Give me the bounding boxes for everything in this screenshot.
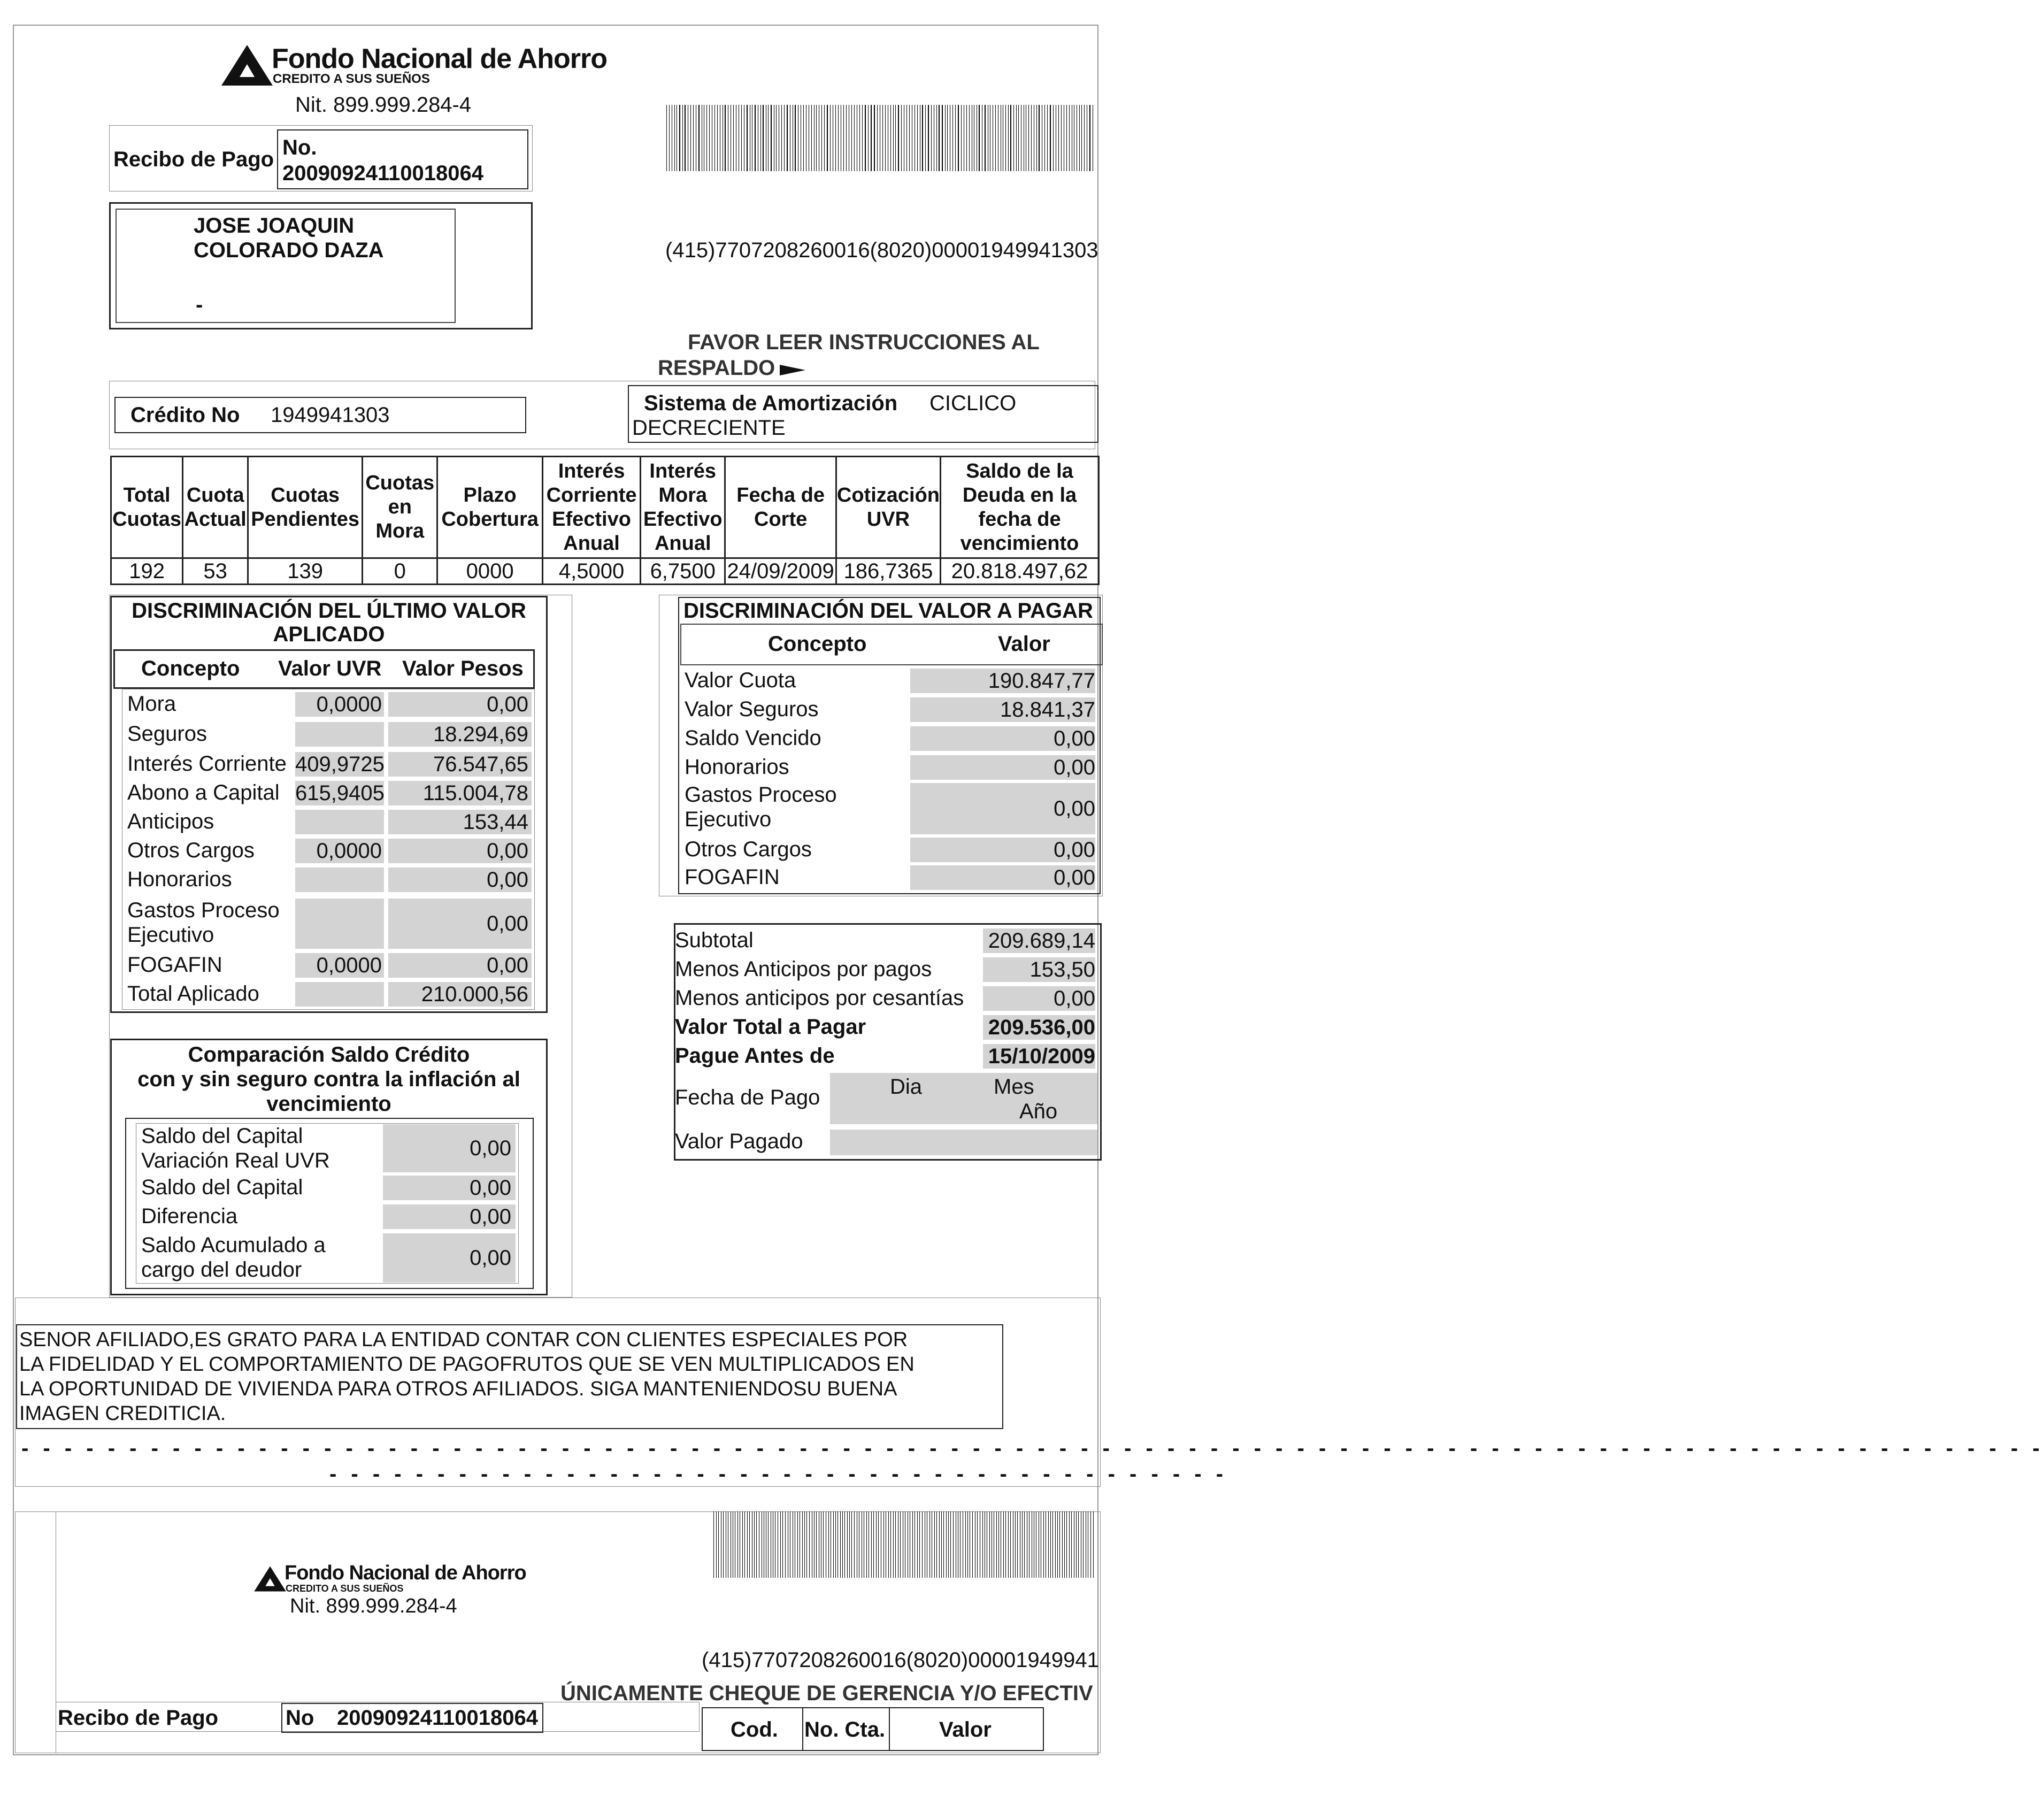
last-value-row-label2: Ejecutivo <box>127 923 214 947</box>
summary-value-6: 6,7500 <box>641 558 725 585</box>
to-pay-row-value-text: 18.841,37 <box>1000 698 1095 721</box>
comparison-row-label: Saldo del Capital <box>141 1124 303 1148</box>
barcode-stem-icon <box>842 171 919 236</box>
to-pay-col-value: Valor <box>998 632 1050 656</box>
comparison-row-value <box>383 1204 516 1229</box>
to-pay-row-label: Otros Cargos <box>685 838 812 861</box>
stub-col-cod: Cod. <box>731 1718 778 1741</box>
to-pay-title: DISCRIMINACIÓN DEL VALOR A PAGAR <box>683 599 1093 623</box>
last-value-row-uvr <box>295 781 384 805</box>
last-value-row-pesos <box>388 982 532 1007</box>
barcode-text: (415)7707208260016(8020)00001949941303 <box>665 239 1098 262</box>
arrow-right-icon <box>780 363 805 378</box>
stub-number: 20090924110018064 <box>337 1706 538 1730</box>
totals-pay_before-text: 15/10/2009 <box>988 1045 1095 1068</box>
totals-total-value <box>983 1015 1095 1040</box>
brand-logo-icon <box>220 44 274 87</box>
last-value-row-pesos <box>388 692 532 717</box>
comparison-row-label: Saldo Acumulado a <box>141 1233 326 1257</box>
last-value-row-pesos <box>388 899 532 949</box>
to-pay-row-label: Saldo Vencido <box>685 726 821 750</box>
stub-barcode-icon <box>713 1511 1095 1578</box>
summary-value-7: 24/09/2009 <box>725 558 836 585</box>
summary-header-7: Fecha de Corte <box>725 457 836 558</box>
comparison-row-value-text: 0,00 <box>470 1176 511 1200</box>
notice-line2: RESPALDO <box>658 356 775 380</box>
to-pay-row-value <box>910 669 1095 693</box>
to-pay-row-label: Valor Cuota <box>685 669 796 692</box>
to-pay-row-value <box>910 755 1095 780</box>
totals-pay_before-value <box>983 1044 1095 1069</box>
summary-header-2: Cuotas Pendientes <box>248 457 363 558</box>
summary-value-4: 0000 <box>437 558 543 585</box>
last-value-row-uvr <box>295 692 384 717</box>
summary-value-5: 4,5000 <box>543 558 641 585</box>
comparison-row-value <box>383 1124 516 1172</box>
stub-nit: Nit. 899.999.284-4 <box>290 1595 457 1617</box>
last-value-row-pesos-text: 18.294,69 <box>433 723 528 746</box>
totals-cesantias-label: Menos anticipos por cesantías <box>675 986 964 1010</box>
stub-no-label: No <box>286 1706 314 1730</box>
comparison-row-value <box>383 1176 516 1200</box>
last-value-row-label: Total Aplicado <box>127 982 259 1005</box>
payment-day-label: Dia <box>890 1075 923 1099</box>
last-value-col-uvr: Valor UVR <box>278 657 382 680</box>
stub-receipt-label: Recibo de Pago <box>58 1706 219 1730</box>
summary-value-8: 186,7365 <box>836 558 940 585</box>
last-value-row-pesos-text: 210.000,56 <box>421 982 528 1006</box>
last-value-row-uvr <box>295 953 384 978</box>
to-pay-row-value-text: 190.847,77 <box>988 669 1095 693</box>
last-value-row-uvr <box>295 868 384 892</box>
payment-year-label: Año <box>1019 1100 1058 1123</box>
stub-barcode-stem-icon <box>874 1578 957 1642</box>
last-value-row-pesos-text: 0,00 <box>487 912 528 935</box>
comparison-row-label2: Variación Real UVR <box>141 1149 330 1172</box>
last-value-row-pesos-text: 0,00 <box>487 839 528 863</box>
comparison-title2: con y sin seguro contra la inflación al <box>137 1068 520 1091</box>
payment-date-label: Fecha de Pago <box>675 1086 820 1109</box>
summary-header-0: Total Cuotas <box>111 457 183 558</box>
to-pay-row-value-text: 0,00 <box>1054 866 1095 889</box>
summary-header-5: Interés Corriente Efectivo Anual <box>543 457 641 558</box>
to-pay-row-label: FOGAFIN <box>685 865 780 889</box>
last-value-row-pesos <box>388 868 532 892</box>
totals-anticipos-value <box>983 957 1095 982</box>
to-pay-row-label: Gastos Proceso <box>685 783 837 807</box>
comparison-row-label: Saldo del Capital <box>141 1176 303 1199</box>
cut-line: - - - - - - - - - - - - - - - - - - - - - - - - - - - - - - - - - - - - - - - - - - - - - - - - - - - - - - - - - - - - - - - - - - - - - - - - - - - - - - - - - - - - - - - - - - - - - - <box>21 1437 2044 1460</box>
last-value-row-label: Gastos Proceso <box>127 899 280 922</box>
summary-value-0: 192 <box>111 558 183 585</box>
summary-header-8: Cotización UVR <box>836 457 940 558</box>
last-value-row-uvr-text: 0,0000 <box>316 839 382 863</box>
comparison-row-value-text: 0,00 <box>470 1205 511 1229</box>
to-pay-row-value-text: 0,00 <box>1054 838 1095 862</box>
last-value-row-label: FOGAFIN <box>127 953 222 977</box>
last-value-row-pesos-text: 153,44 <box>463 810 528 834</box>
to-pay-row-value <box>910 838 1095 862</box>
summary-header-3: Cuotas en Mora <box>363 457 437 558</box>
totals-anticipos-label: Menos Anticipos por pagos <box>675 957 932 981</box>
totals-cesantias-text: 0,00 <box>1054 987 1095 1010</box>
totals-pay_before-label: Pague Antes de <box>675 1044 835 1068</box>
summary-value-1: 53 <box>183 558 248 585</box>
message-line4: IMAGEN CREDITICIA. <box>19 1402 226 1425</box>
receipt-number-label: No. <box>282 136 317 159</box>
summary-value-2: 139 <box>248 558 363 585</box>
summary-table <box>110 456 1100 585</box>
to-pay-row-label: Honorarios <box>685 755 789 779</box>
last-value-row-pesos <box>388 752 532 777</box>
last-value-title1: DISCRIMINACIÓN DEL ÚLTIMO VALOR <box>132 599 526 623</box>
totals-total-label: Valor Total a Pagar <box>675 1015 866 1039</box>
barcode-icon <box>666 105 1095 171</box>
notice-line1: FAVOR LEER INSTRUCCIONES AL <box>688 331 1040 354</box>
brand-name: Fondo Nacional de Ahorro <box>272 43 607 74</box>
to-pay-row-value <box>910 697 1095 722</box>
to-pay-row-value <box>910 726 1095 751</box>
last-value-row-uvr <box>295 722 384 747</box>
to-pay-row-label: Valor Seguros <box>685 697 819 721</box>
last-value-row-pesos <box>388 722 532 747</box>
comparison-row-value-text: 0,00 <box>470 1246 511 1270</box>
last-value-row-pesos-text: 76.547,65 <box>433 753 528 776</box>
last-value-row-label: Abono a Capital <box>127 781 280 804</box>
stub-col-valor: Valor <box>939 1718 992 1741</box>
comparison-row-value <box>383 1233 516 1283</box>
comparison-title1: Comparación Saldo Crédito <box>188 1043 470 1066</box>
message-line3: LA OPORTUNIDAD DE VIVIENDA PARA OTROS AFILIADOS. SIGA MANTENIENDOSU BUENA <box>19 1378 897 1400</box>
amortization-value2: DECRECIENTE <box>632 416 786 440</box>
last-value-row-label: Otros Cargos <box>127 839 255 862</box>
customer-name-line1: JOSE JOAQUIN <box>194 214 355 237</box>
last-value-row-label: Mora <box>127 692 176 716</box>
last-value-row-pesos <box>388 953 532 978</box>
last-value-row-label: Interés Corriente <box>127 752 287 776</box>
last-value-row-uvr <box>295 839 384 863</box>
payment-month-label: Mes <box>994 1075 1034 1099</box>
cut-line-2: - - - - - - - - - - - - - - - - - - - - - - - - - - - - - - - - - - - - - - - - - - <box>329 1462 1228 1486</box>
totals-subtotal-text: 209.689,14 <box>988 929 1095 953</box>
receipt-number: 20090924110018064 <box>282 162 483 185</box>
customer-address: - <box>196 293 203 317</box>
last-value-row-pesos-text: 0,00 <box>487 954 528 977</box>
to-pay-row-value-text: 0,00 <box>1054 756 1095 779</box>
comparison-row-label: Diferencia <box>141 1204 238 1228</box>
totals-subtotal-value <box>983 928 1095 953</box>
totals-anticipos-text: 153,50 <box>1029 958 1095 981</box>
to-pay-row-value <box>910 783 1095 834</box>
only-cheque-notice: ÚNICAMENTE CHEQUE DE GERENCIA Y/O EFECTIV <box>560 1682 1093 1705</box>
last-value-row-label: Seguros <box>127 722 207 746</box>
last-value-col-concept: Concepto <box>141 657 240 680</box>
last-value-row-uvr <box>295 982 384 1007</box>
last-value-row-pesos-text: 115.004,78 <box>422 781 528 805</box>
last-value-row-uvr-text: 0,0000 <box>316 954 382 977</box>
last-value-row-label: Honorarios <box>127 868 232 891</box>
last-value-row-uvr <box>295 899 384 949</box>
last-value-row-uvr <box>295 810 384 834</box>
credit-number: 1949941303 <box>271 403 390 427</box>
receipt-label: Recibo de Pago <box>113 148 274 171</box>
nit: Nit. 899.999.284-4 <box>295 93 472 117</box>
comparison-row-label2: cargo del deudor <box>141 1258 302 1281</box>
amortization-value1: CICLICO <box>929 391 1017 415</box>
stub-logo-icon <box>253 1565 287 1593</box>
last-value-row-label: Anticipos <box>127 810 214 833</box>
to-pay-col-concept: Concepto <box>768 632 867 656</box>
message-line2: LA FIDELIDAD Y EL COMPORTAMIENTO DE PAGOFRUTOS QUE SE VEN MULTIPLICADOS EN <box>19 1353 915 1376</box>
summary-header-4: Plazo Cobertura <box>437 457 543 558</box>
totals-subtotal-label: Subtotal <box>675 928 754 952</box>
paid-field[interactable] <box>830 1130 1097 1155</box>
last-value-row-uvr <box>295 752 384 777</box>
last-value-row-pesos <box>388 810 532 834</box>
comparison-row-value-text: 0,00 <box>470 1137 511 1160</box>
last-value-row-uvr-text: 0,0000 <box>316 693 382 716</box>
to-pay-row-value-text: 0,00 <box>1054 797 1095 820</box>
amortization-label: Sistema de Amortización <box>644 391 898 415</box>
credit-label: Crédito No <box>130 403 240 427</box>
comparison-title3: vencimiento <box>266 1092 391 1116</box>
last-value-row-uvr-text: 409,9725 <box>295 753 385 776</box>
to-pay-row-value <box>910 865 1095 890</box>
totals-total-text: 209.536,00 <box>988 1016 1095 1039</box>
stub-col-cta: No. Cta. <box>804 1718 886 1741</box>
last-value-title2: APLICADO <box>273 623 385 646</box>
to-pay-row-value-text: 0,00 <box>1054 727 1095 750</box>
to-pay-row-label2: Ejecutivo <box>685 808 772 831</box>
last-value-row-pesos-text: 0,00 <box>487 868 528 892</box>
stub-brand-tagline: CREDITO A SUS SUEÑOS <box>286 1583 404 1594</box>
stub-brand-name: Fondo Nacional de Ahorro <box>285 1562 526 1584</box>
last-value-col-pesos: Valor Pesos <box>402 657 524 680</box>
paid-label: Valor Pagado <box>675 1130 803 1153</box>
message-line1: SENOR AFILIADO,ES GRATO PARA LA ENTIDAD CONTAR CON CLIENTES ESPECIALES POR <box>19 1329 908 1351</box>
summary-header-6: Interés Mora Efectivo Anual <box>641 457 725 558</box>
summary-value-3: 0 <box>363 558 437 585</box>
stub-barcode-text: (415)7707208260016(8020)00001949941 <box>702 1648 1099 1672</box>
last-value-row-pesos <box>388 781 532 805</box>
brand-tagline: CREDITO A SUS SUEÑOS <box>273 72 430 86</box>
last-value-row-pesos-text: 0,00 <box>487 693 528 716</box>
totals-cesantias-value <box>983 986 1095 1011</box>
customer-name-line2: COLORADO DAZA <box>194 239 384 262</box>
summary-header-9: Saldo de la Deuda en la fecha de vencimiento <box>941 457 1099 558</box>
summary-header-1: Cuota Actual <box>183 457 248 558</box>
summary-value-9: 20.818.497,62 <box>941 558 1099 585</box>
last-value-row-pesos <box>388 839 532 863</box>
last-value-row-uvr-text: 615,9405 <box>295 781 385 805</box>
